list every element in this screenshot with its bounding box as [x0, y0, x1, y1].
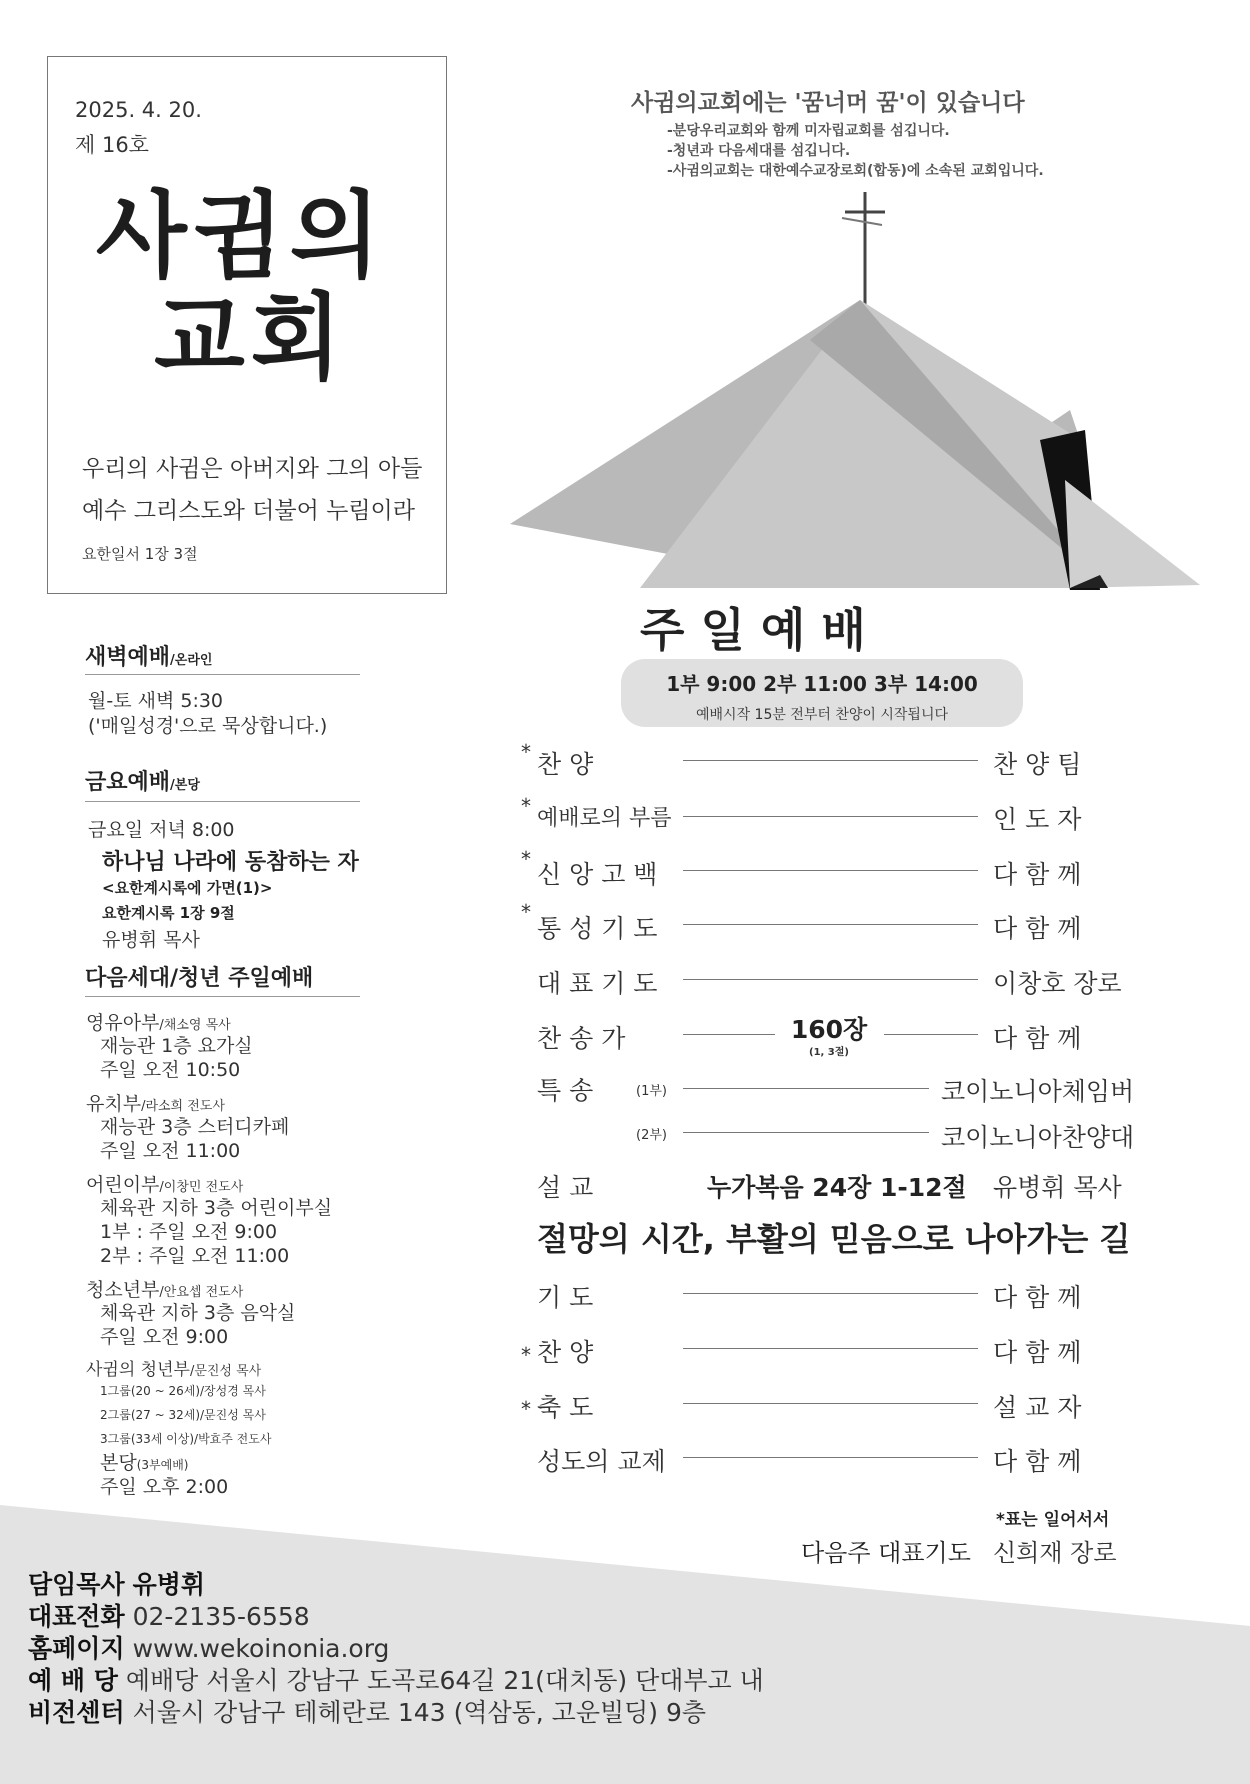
dept-location: 재능관 3층 스터디카페 — [100, 1116, 290, 1138]
order-item-responsible: 코이노니아체임버 — [941, 1077, 1135, 1106]
friday-worship-time: 금요일 저녁 8:00 — [88, 819, 235, 841]
order-item-label: 신 앙 고 백 — [537, 860, 658, 889]
order-item-label: 성도의 교제 — [537, 1447, 666, 1476]
theme-verse-reference: 요한일서 1장 3절 — [82, 545, 198, 563]
dept-time: 주일 오전 9:00 — [100, 1326, 229, 1348]
friday-sermon-series: <요한계시록에 가면(1)> — [102, 879, 273, 897]
order-leader-line — [683, 1403, 978, 1404]
dept-header: 유치부/라소희 전도사 — [86, 1093, 225, 1115]
youth-main-hall: 본당(3부예배) — [100, 1452, 189, 1474]
church-name — [96, 182, 387, 393]
youth-main-hall-time: 주일 오후 2:00 — [100, 1476, 229, 1498]
dept-time: 1부 : 주일 오전 9:00 — [100, 1221, 278, 1243]
next-prayer-label: 다음주 대표기도 — [801, 1539, 971, 1567]
order-item-label: 찬 양 — [537, 1338, 594, 1367]
order-item-responsible: 설 교 자 — [993, 1393, 1082, 1422]
dawn-worship-note: ('매일성경'으로 묵상합니다.) — [88, 715, 328, 737]
dept-header: 영유아부/채소영 목사 — [86, 1012, 231, 1034]
friday-preacher: 유병휘 목사 — [102, 929, 200, 951]
issue-date: 2025. 4. 20. — [75, 98, 202, 122]
footer-vision-center: 비전센터 서울시 강남구 테헤란로 143 (역삼동, 고운빌딩) 9층 — [28, 1698, 707, 1727]
footer-pastor: 담임목사 유병휘 — [28, 1570, 206, 1599]
theme-verse-line1: 우리의 사귐은 아버지와 그의 아들 — [82, 456, 423, 482]
order-leader-line — [683, 1293, 978, 1294]
dawn-worship-tag: /온라인 — [170, 653, 213, 668]
church-roof-illustration — [510, 190, 1210, 590]
friday-sermon-title: 하나님 나라에 동참하는 자 — [102, 850, 359, 875]
order-leader-line — [683, 1132, 929, 1133]
order-item-label: 대 표 기 도 — [537, 969, 658, 998]
dept-header: 어린이부/이창민 전도사 — [86, 1174, 244, 1196]
sermon-scripture: 누가복음 24장 1-12절 — [707, 1173, 967, 1202]
footer-phone: 대표전화 02-2135-6558 — [28, 1602, 310, 1631]
friday-worship-tag: /본당 — [170, 778, 200, 793]
motto-title: 사귐의교회에는 '꿈너머 꿈'이 있습니다 — [631, 90, 1025, 116]
service-times: 1부 9:00 2부 11:00 3부 14:00 — [666, 672, 978, 696]
nextgen-title: 다음세대/청년 주일예배 — [85, 966, 314, 991]
order-item-label: 예배로의 부름 — [537, 806, 672, 831]
order-item-responsible: 다 함 께 — [993, 1338, 1082, 1367]
dawn-worship-time: 월-토 새벽 5:30 — [88, 690, 224, 712]
issue-number: 제 16호 — [75, 133, 149, 157]
motto-line: -사귐의교회는 대한예수교장로회(합동)에 소속된 교회입니다. — [667, 163, 1044, 179]
order-leader-line — [683, 1088, 929, 1089]
dept-header: 청소년부/안요셉 전도사 — [86, 1279, 244, 1301]
order-item-label: 기 도 — [537, 1283, 594, 1312]
service-times-note: 예배시작 15분 전부터 찬양이 시작됩니다 — [696, 707, 948, 723]
dept-location: 체육관 지하 3층 어린이부실 — [100, 1197, 333, 1219]
order-leader-line — [884, 1034, 978, 1035]
stand-marker: * — [521, 847, 531, 871]
youth-group: 1그룹(20 ~ 26세)/장성경 목사 — [100, 1384, 266, 1398]
stand-marker: * — [521, 900, 531, 924]
order-leader-line — [683, 924, 978, 925]
special-song-tag-1: (1부) — [636, 1084, 667, 1099]
next-prayer-name: 신희재 장로 — [993, 1539, 1117, 1567]
dept-location: 체육관 지하 3층 음악실 — [100, 1302, 296, 1324]
stand-marker: * — [521, 794, 531, 818]
order-item-label: 특 송 — [537, 1076, 594, 1105]
order-leader-line — [683, 1348, 978, 1349]
footer-venue: 예 배 당 예배당 서울시 강남구 도곡로64길 21(대치동) 단대부고 내 — [28, 1666, 764, 1695]
youth-group: 2그룹(27 ~ 32세)/문진성 목사 — [100, 1408, 266, 1422]
order-item-responsible: 유병휘 목사 — [993, 1173, 1122, 1202]
order-item-responsible: 다 함 께 — [993, 860, 1082, 889]
order-item-responsible: 다 함 께 — [993, 914, 1082, 943]
stand-marker: * — [521, 740, 531, 764]
stand-marker: * — [521, 1343, 531, 1367]
hymn-verses: (1, 3절) — [809, 1047, 849, 1058]
motto-line: -분당우리교회와 함께 미자립교회를 섬깁니다. — [667, 123, 950, 139]
order-leader-line — [683, 979, 978, 980]
order-leader-line — [683, 1457, 978, 1458]
order-item-responsible: 다 함 께 — [993, 1447, 1082, 1476]
youth-header: 사귐의 청년부/문진성 목사 — [86, 1360, 262, 1380]
friday-worship-title: 금요예배/본당 — [85, 770, 200, 795]
divider — [85, 996, 360, 997]
dept-time: 주일 오전 10:50 — [100, 1059, 241, 1081]
dept-time: 주일 오전 11:00 — [100, 1140, 241, 1162]
sermon-title: 절망의 시간, 부활의 믿음으로 나아가는 길 — [537, 1220, 1131, 1258]
order-item-responsible: 다 함 께 — [993, 1283, 1082, 1312]
dept-location: 재능관 1층 요가실 — [100, 1035, 253, 1057]
footer-homepage: 홈페이지 www.wekoinonia.org — [28, 1634, 390, 1663]
friday-sermon-scripture: 요한계시록 1장 9절 — [102, 904, 235, 922]
order-item-label: 축 도 — [537, 1393, 594, 1422]
order-item-label: 찬 양 — [537, 750, 594, 779]
order-item-label: 찬 송 가 — [537, 1024, 626, 1053]
order-leader-line — [683, 870, 978, 871]
divider — [85, 801, 360, 802]
homepage-link[interactable]: www.wekoinonia.org — [132, 1634, 390, 1663]
order-item-responsible: 찬 양 팀 — [993, 750, 1082, 779]
order-item-label: 통 성 기 도 — [537, 914, 658, 943]
special-song-responsible-2: 코이노니아찬양대 — [941, 1123, 1135, 1152]
theme-verse-line2: 예수 그리스도와 더불어 누림이라 — [82, 498, 415, 524]
order-leader-line — [683, 816, 978, 817]
special-song-tag-2: (2부) — [636, 1128, 667, 1143]
order-item-responsible: 다 함 께 — [993, 1024, 1082, 1053]
church-name-line1: 사귐의 — [96, 182, 387, 291]
order-leader-line — [683, 760, 978, 761]
motto-line: -청년과 다음세대를 섬깁니다. — [667, 143, 851, 159]
order-item-responsible: 인 도 자 — [993, 805, 1082, 834]
order-item-label: 설 교 — [537, 1173, 594, 1202]
dept-time: 2부 : 주일 오전 11:00 — [100, 1245, 290, 1267]
church-name-line2: 교회 — [154, 284, 348, 393]
youth-group: 3그룹(33세 이상)/박효주 전도사 — [100, 1432, 272, 1446]
stand-marker: * — [521, 1397, 531, 1421]
order-item-responsible: 이창호 장로 — [993, 969, 1122, 998]
sunday-worship-title: 주 일 예 배 — [640, 603, 866, 657]
hymn-number: 160장 — [790, 1015, 868, 1044]
stand-note: *표는 일어서서 — [996, 1510, 1110, 1530]
order-leader-line — [683, 1034, 775, 1035]
dawn-worship-title: 새벽예배/온라인 — [85, 645, 213, 670]
divider — [85, 674, 360, 675]
